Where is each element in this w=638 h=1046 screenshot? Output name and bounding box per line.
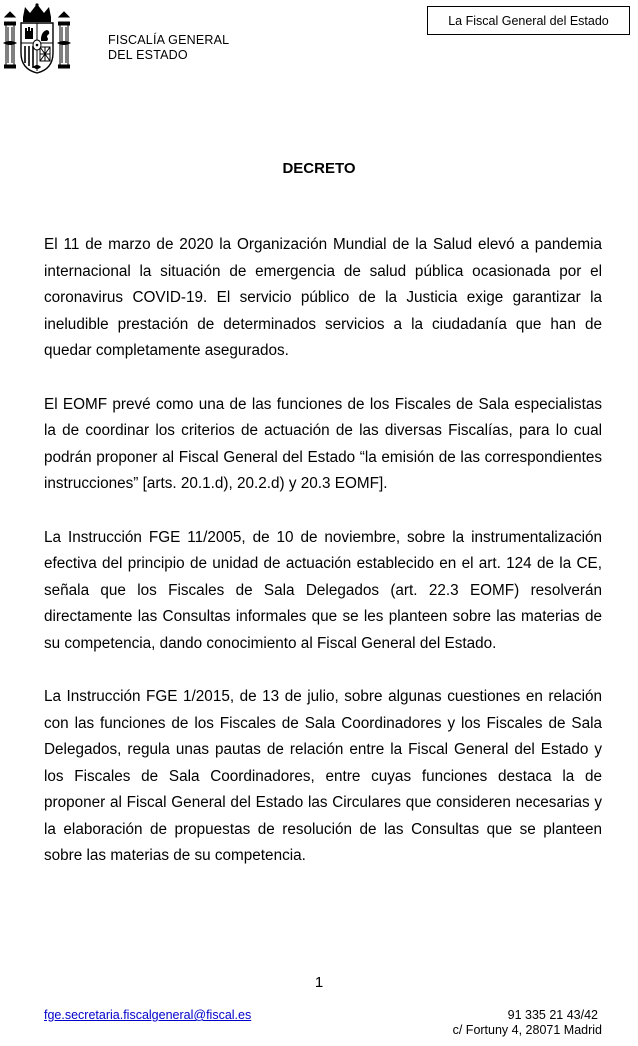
footer-address: c/ Fortuny 4, 28071 Madrid [452, 1023, 602, 1037]
footer-email-link[interactable]: fge.secretaria.fiscalgeneral@fiscal.es [44, 1008, 252, 1022]
signatory-box: La Fiscal General del Estado [427, 6, 630, 35]
document-body [44, 232, 602, 897]
organization-name [108, 33, 229, 63]
page-number: 1 [314, 974, 324, 991]
body-paragraph-3: La Instrucción FGE 11/2005, de 10 de noviembre, sobre la instrumentalización efectiva del principio de unidad de actuación establecido en el art. 124 de la CE, señala que los Fiscales de Sala Delegados (art. 22.3 EOMF) resolverán directamente las Consultas informales que se les planteen sobre las materias de su competencia, dando conocimiento al Fiscal General del Estado. [44, 528, 602, 652]
body-paragraph-2: El EOMF prevé como una de las funciones de los Fiscales de Sala especialistas la de coordinar los criterios de actuación de las diversas Fiscalías, para lo cual podrán proponer al Fiscal General del Estado “la emisión de las correspondientes instrucciones” [arts. 20.1.d), 20.2.d) y 20.3 EOMF]. [44, 395, 602, 492]
body-paragraph-1: El 11 de marzo de 2020 la Organización Mundial de la Salud elevó a pandemia internacional la situación de emergencia de salud pública ocasionada por el coronavirus COVID-19. El servicio público de la Justicia exige garantizar la ineludible prestación de determinados servicios a la ciudadanía que han de quedar completamente asegurados. [44, 236, 602, 359]
organization-name-line-1: FISCALÍA GENERAL [108, 33, 230, 47]
organization-name-line-2: DEL ESTADO [108, 48, 188, 62]
spain-coat-of-arms-icon [3, 3, 71, 75]
footer-phone: 91 335 21 43/42 [507, 1008, 598, 1022]
document-title: DECRETO [282, 160, 356, 177]
body-paragraph-4: La Instrucción FGE 1/2015, de 13 de julio, sobre algunas cuestiones en relación con las funciones de los Fiscales de Sala Coordinadores y los Fiscales de Sala Delegados, regula unas pautas de relación entre la Fiscal General del Estado y los Fiscales de Sala Coordinadores, entre cuyas funciones destaca la de proponer al Fiscal General del Estado las Circulares que consideren necesarias y la elaboración de propuestas de resolución de las Consultas que se planteen sobre las materias de su competencia. [44, 688, 602, 864]
